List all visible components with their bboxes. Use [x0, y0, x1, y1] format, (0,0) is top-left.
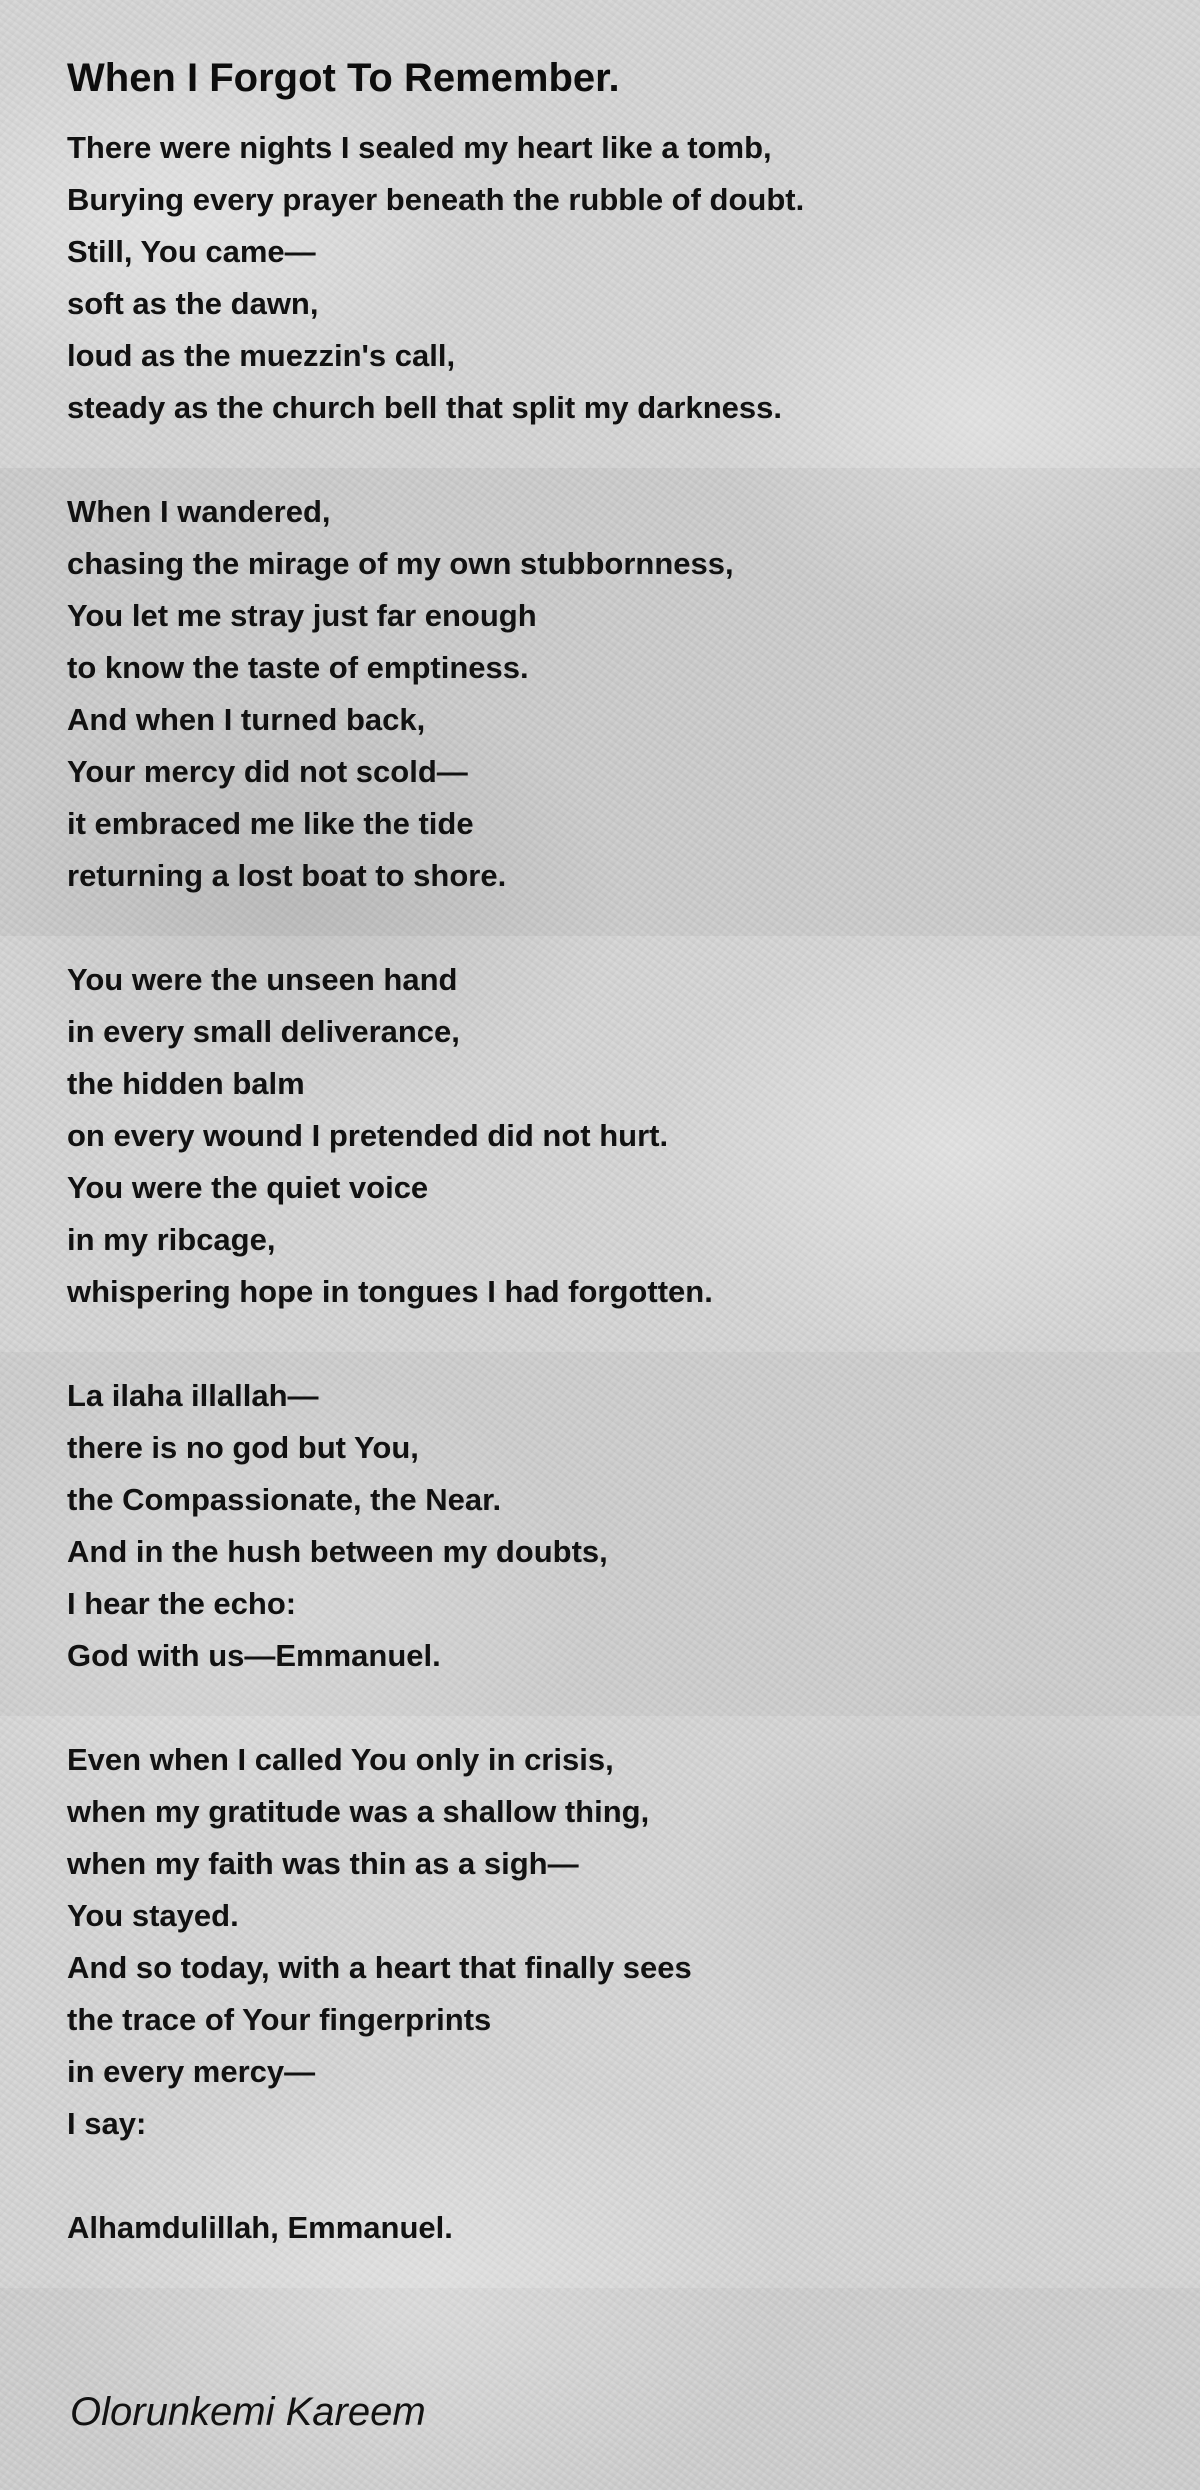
poem-line: steady as the church bell that split my darkness. — [67, 390, 782, 425]
poem-line: I hear the echo: — [67, 1586, 297, 1621]
poem-line: in my ribcage, — [67, 1222, 276, 1257]
poem-line: And in the hush between my doubts, — [67, 1534, 608, 1569]
poem-line: to know the taste of emptiness. — [67, 650, 529, 685]
poem-line: When I wandered, — [67, 494, 331, 529]
poem-line: And when I turned back, — [67, 702, 426, 737]
poem-title: When I Forgot To Remember. — [67, 56, 620, 100]
poem-line: Alhamdulillah, Emmanuel. — [67, 2210, 453, 2245]
poem-line: on every wound I pretended did not hurt. — [67, 1118, 669, 1153]
poem-line: soft as the dawn, — [67, 286, 319, 321]
poem-line: it embraced me like the tide — [67, 806, 474, 841]
stanza-1 — [67, 122, 1147, 434]
poem-line: loud as the muezzin's call, — [67, 338, 456, 373]
poem-line: You stayed. — [67, 1898, 239, 1933]
poem-line: Still, You came— — [67, 234, 316, 269]
poem-line: You were the unseen hand — [67, 962, 458, 997]
poem-line: I say: — [67, 2106, 147, 2141]
poem-line: when my gratitude was a shallow thing, — [67, 1794, 650, 1829]
poem-line: There were nights I sealed my heart like a tomb, — [67, 130, 772, 165]
poem-container — [67, 50, 1147, 2306]
poem-line: there is no god but You, — [67, 1430, 419, 1465]
poem-line: And so today, with a heart that finally sees — [67, 1950, 692, 1985]
poem-author: Olorunkemi Kareem — [70, 2390, 426, 2434]
poem-line: Burying every prayer beneath the rubble of doubt. — [67, 182, 805, 217]
poem-line: La ilaha illallah— — [67, 1378, 319, 1413]
poem-body — [67, 122, 1147, 2254]
stanza-6 — [67, 2202, 1147, 2254]
poem-line: the trace of Your fingerprints — [67, 2002, 492, 2037]
poem-line: the hidden balm — [67, 1066, 305, 1101]
stanza-2 — [67, 486, 1147, 902]
poem-line: God with us—Emmanuel. — [67, 1638, 441, 1673]
poem-line: in every small deliverance, — [67, 1014, 460, 1049]
poem-line: Your mercy did not scold— — [67, 754, 468, 789]
poem-line: when my faith was thin as a sigh— — [67, 1846, 579, 1881]
stanza-3 — [67, 954, 1147, 1318]
poem-line: You let me stray just far enough — [67, 598, 537, 633]
poem-line: the Compassionate, the Near. — [67, 1482, 502, 1517]
poem-line: returning a lost boat to shore. — [67, 858, 507, 893]
poem-line: whispering hope in tongues I had forgotten. — [67, 1274, 713, 1309]
stanza-5 — [67, 1734, 1147, 2150]
poem-line: chasing the mirage of my own stubbornness, — [67, 546, 734, 581]
poem-line: You were the quiet voice — [67, 1170, 429, 1205]
poem-line: Even when I called You only in crisis, — [67, 1742, 614, 1777]
stanza-4 — [67, 1370, 1147, 1682]
poem-line: in every mercy— — [67, 2054, 316, 2089]
